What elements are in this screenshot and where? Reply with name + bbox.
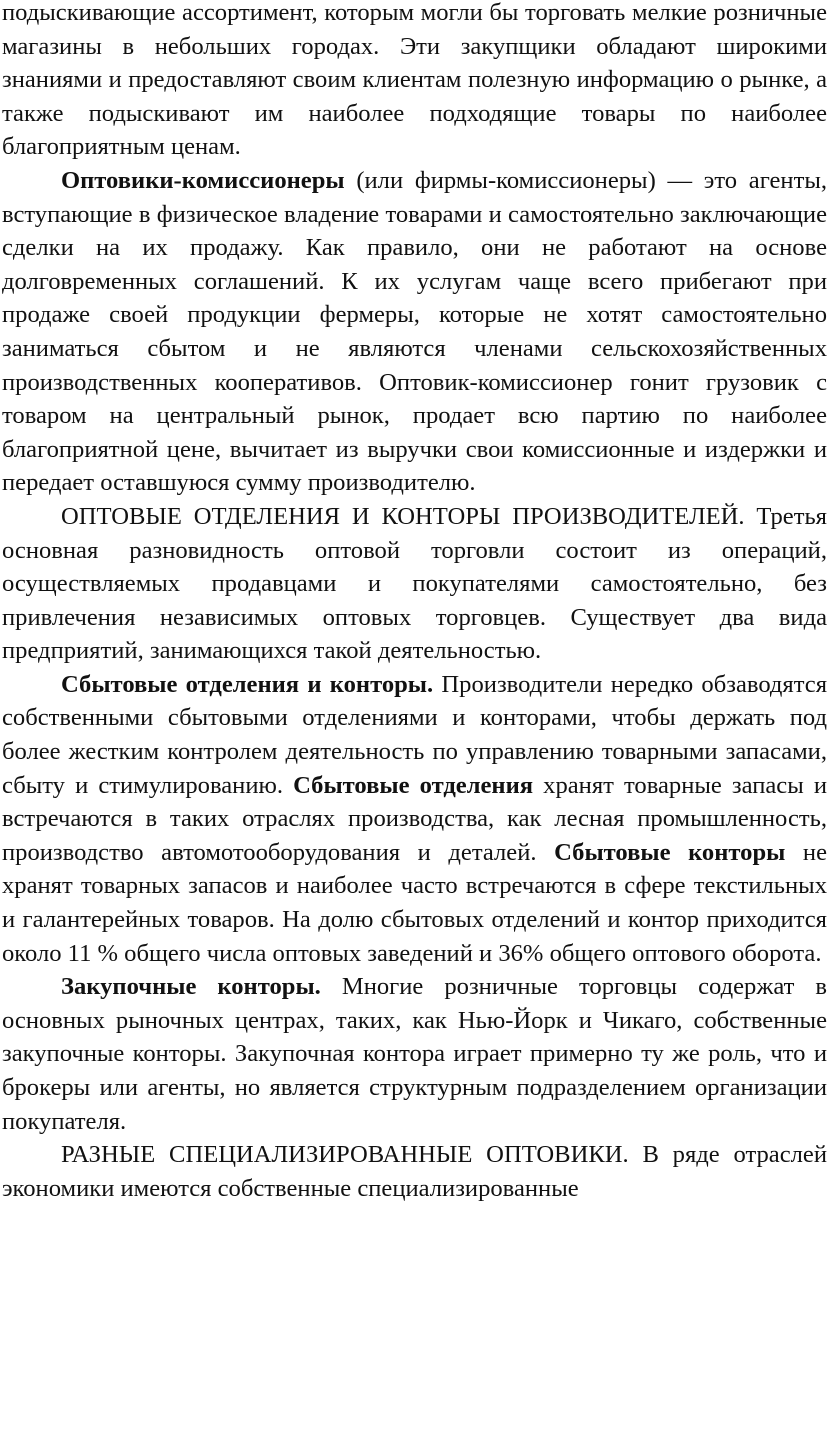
paragraph-6-text: РАЗНЫЕ СПЕЦИАЛИЗИРОВАННЫЕ ОПТОВИКИ. В ряде отраслей экономики имеются собственные специализированные	[2, 1141, 827, 1202]
paragraph-5	[2, 970, 827, 1138]
term-purchasing-offices: Закупочные конторы.	[61, 973, 321, 1001]
paragraph-6	[2, 1138, 827, 1205]
paragraph-3	[2, 500, 827, 668]
paragraph-5-text: Многие розничные торговцы содержат в основных рыночных центрах, таких, как Нью-Йорк и Чикаго, собственные закупочные конторы. Закупочная контора играет примерно ту же роль, что и брокеры или агенты, но является структурным подразделением организации покупателя.	[2, 973, 827, 1135]
paragraph-4-text-1: Производители нередко обзаводятся собственными сбытовыми отделениями и конторами, чтобы держать под более жестким контролем деятельность по управлению товарными запасами, сбыту и стимулированию.	[2, 670, 828, 799]
paragraph-1-text: подыскивающие ассортимент, которым могли бы торговать мелкие розничные магазины в небольших городах. Эти закупщики обладают широкими знаниями и предоставляют своим клиентам полезную информацию о рынке, а также подыскивают им наиболее подходящие товары по наиболее благоприятным ценам.	[2, 0, 827, 161]
term-sales-branches-offices: Сбытовые отделения и конторы.	[61, 670, 434, 698]
paragraph-4-text-3: не хранят товарных запасов и наиболее часто встречаются в сфере текстильных и галантерейных товаров. На долю сбытовых отделений и контор приходится около 11 % общего числа оптовых заведений и 36% общего оптового оборота.	[2, 838, 827, 967]
term-sales-offices: Сбытовые конторы	[554, 838, 786, 866]
paragraph-2-text: (или фирмы-комиссионеры) — это агенты, вступающие в физическое владение товарами и самостоятельно заключающие сделки на их продажу. Как правило, они не работают на основе долговременных соглашений. К их услугам чаще всего прибегают при продаже своей продукции фермеры, которые не хотят самостоятельно заниматься сбытом и не являются членами сельскохозяйственных производственных кооперативов. Оптовик-комиссионер гонит грузовик с товаром на центральный рынок, продает всю партию по наиболее благоприятной цене, вычитает из выручки свои комиссионные и издержки и передает оставшуюся сумму производителю.	[2, 166, 827, 497]
paragraph-3-text: ОПТОВЫЕ ОТДЕЛЕНИЯ И КОНТОРЫ ПРОИЗВОДИТЕЛЕЙ. Третья основная разновидность оптовой торговли состоит из операций, осуществляемых продавцами и покупателями самостоятельно, без привлечения независимых оптовых торговцев. Существует два вида предприятий, занимающихся такой деятельностью.	[2, 502, 827, 665]
paragraph-4	[2, 668, 827, 970]
term-commission-merchants: Оптовики-комиссионеры	[61, 166, 345, 194]
term-sales-branches: Сбытовые отделения	[293, 771, 534, 799]
paragraph-2	[2, 164, 827, 500]
paragraph-4-text-2: хранят товарные запасы и встречаются в таких отраслях производства, как лесная промышленность, производство автомотооборудования и деталей.	[2, 771, 827, 866]
paragraph-1	[2, 0, 827, 164]
